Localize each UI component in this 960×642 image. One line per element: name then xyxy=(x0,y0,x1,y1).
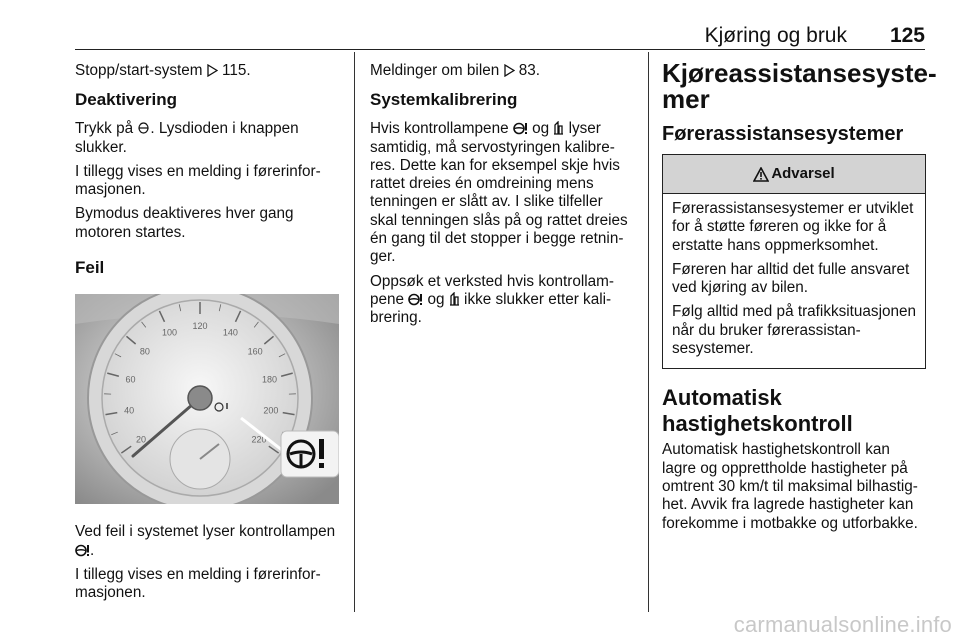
watermark: carmanualsonline.info xyxy=(733,612,952,637)
column-1 xyxy=(75,62,345,609)
deactivate-paragraph-2: I tillegg vises en melding i førerinformasjonen. xyxy=(75,162,321,199)
section-title: Kjøreassistansesystemer xyxy=(662,58,937,114)
page-arrow-icon xyxy=(207,64,218,77)
column-divider-2 xyxy=(648,52,649,612)
page-arrow-icon xyxy=(504,64,515,77)
fault-p1-pre: Ved feil i systemet lyser kontrollampen xyxy=(75,523,336,541)
auto-speed-paragraph: Automatisk hastighetskontroll kan lagre og opprettholde hastigheter på omtrent 30 km/t til maksimal bilhastighet. Avvik fra lagrede hastigheter kan forekomme i motbakke og utforbakke. xyxy=(662,441,918,532)
warning-header xyxy=(663,155,925,194)
heading-fault: Feil xyxy=(75,258,105,278)
speed-tick-label: 40 xyxy=(124,405,135,416)
subsection-title: Førerassistansesystemer xyxy=(662,123,904,145)
column-divider-1 xyxy=(354,52,355,612)
speed-tick-label: 60 xyxy=(125,374,136,385)
steering-fault-icon xyxy=(408,293,423,306)
cross-reference[interactable] xyxy=(75,62,345,80)
header-title: Kjøring og bruk xyxy=(704,24,847,47)
steering-fault-icon xyxy=(513,122,528,135)
warning-paragraph-3: Følg alltid med på trafikksituasjonen når du bruker førerassistansesystemer. xyxy=(672,303,917,358)
city-mode-icon xyxy=(553,121,564,135)
speed-tick-label: 200 xyxy=(263,405,279,416)
speed-tick-label: 180 xyxy=(262,374,278,385)
speed-tick-label: 80 xyxy=(139,346,150,357)
fault-p1-post: . xyxy=(90,541,95,559)
steering-fault-icon xyxy=(75,544,90,557)
instrument-cluster-figure xyxy=(75,294,339,504)
warning-triangle-icon xyxy=(753,167,769,182)
speed-tick-label: 100 xyxy=(162,327,178,338)
calib-p2-a: Oppsøk et verksted hvis kontrollampene xyxy=(370,272,614,308)
ref-page-2: 83. xyxy=(518,62,541,79)
column-3 xyxy=(662,58,937,539)
warning-body xyxy=(663,194,925,368)
ref-page: 115. xyxy=(222,62,251,79)
calib-p2-b: og xyxy=(427,290,445,308)
deact-p1-post: . Lysdioden i knappen slukker. xyxy=(75,120,299,156)
warning-paragraph-2: Føreren har alltid det fulle ansvaret ved kjøring av bilen. xyxy=(672,260,910,297)
speed-tick-label: 220 xyxy=(251,434,267,445)
fault-paragraph-1 xyxy=(75,523,345,560)
deact-p1-pre: Trykk på xyxy=(75,120,134,138)
city-mode-icon xyxy=(449,292,460,306)
warning-label: Advarsel xyxy=(771,164,835,182)
deactivate-paragraph-3: Bymodus deaktiveres hver gang motoren startes. xyxy=(75,205,294,241)
eco-mode-button-icon xyxy=(137,121,150,135)
warning-paragraph-1: Førerassistansesystemer er utviklet for å støtte føreren og ikke for å erstatte hans oppmerksomhet. xyxy=(672,200,914,254)
header-rule xyxy=(75,49,925,50)
cross-reference-2[interactable] xyxy=(370,62,632,80)
column-2 xyxy=(370,62,632,334)
page-number: 125 xyxy=(889,24,925,47)
speed-tick-label: 20 xyxy=(136,434,147,445)
deactivate-paragraph-1 xyxy=(75,120,345,157)
speed-tick-label: 120 xyxy=(192,321,208,332)
page-header xyxy=(75,0,925,48)
warning-box xyxy=(662,154,926,369)
needle-hub xyxy=(188,386,212,410)
ref-text: Stopp/start-system xyxy=(75,62,203,79)
auto-speed-title xyxy=(662,385,926,437)
heading-calibration: Systemkalibrering xyxy=(370,90,518,110)
fault-paragraph-2: I tillegg vises en melding i førerinformasjonen. xyxy=(75,565,321,602)
speed-tick-label: 160 xyxy=(247,346,263,357)
speed-tick-label: 140 xyxy=(222,327,238,338)
heading-deactivate: Deaktivering xyxy=(75,90,178,110)
calibration-paragraph-2 xyxy=(370,273,632,328)
calib-p2-c: ikke slukker etter kalibrering. xyxy=(370,290,612,327)
ref-text-2: Meldinger om bilen xyxy=(370,62,500,79)
calib-p1-c: lyser samtidig, må servostyringen kalibreres. Dette kan for eksempel skje hvis rattet dreies én omdreining mens tenningen er slått av. I slike tilfeller skal tenningen slås på og rattet dreies én gang til det stopper i begge retninger. xyxy=(370,120,628,266)
calibration-paragraph-1 xyxy=(370,120,632,266)
auto-title-line-1: Automatisk xyxy=(662,385,782,411)
calib-p1-b: og xyxy=(532,120,550,138)
calib-p1-a: Hvis kontrollampene xyxy=(370,120,509,138)
auto-title-line-2: hastighetskontroll xyxy=(662,411,853,437)
